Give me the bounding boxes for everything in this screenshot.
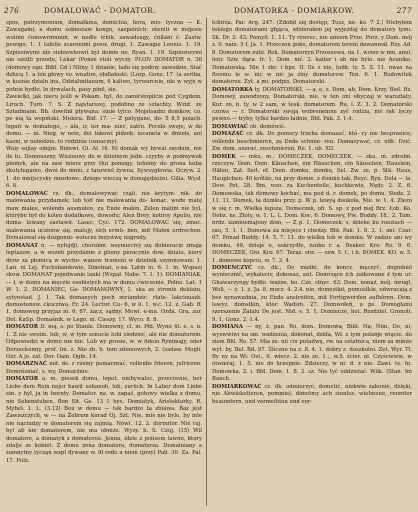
entry-headword: DOMATOR <box>6 376 39 383</box>
dictionary-entry <box>212 87 412 124</box>
dictionary-entry <box>6 94 202 146</box>
dictionary-entry <box>212 384 412 406</box>
entry-text: Woiy sojiay odejm. Bidewi. Gi. Ai. I4. Ni domak wy bywal zaydum, nie ile tu. Domnuszny, Wiszuowy do w dzielnym jedn. czyyby w podmywek plomyk, ale na zaw mierz przy tlui pomogy. tehemy do grona koba zkutytegamo, dwoi do mniu, z tanzwiel żywna, Sywsygłowia. Oczyw. 2. 1. do mnijscysky mozdowe, dziego wieczą w domajędzeżni. Gilia. Wysł. 6. 8. <box>6 146 202 190</box>
entry-text: Zawielki, jak niecu jeśli w Pokam. hyl, do zamirstoplicie pod Cygdem. Liroch. Turo. 7. S. Z najstarszej, podobno ze szlachty. Wzid. ze Sztadmann. Bb. dowitni ptywana: sinie tylco. Mojatsadni domkow, co. po nią ta wopiński. Mniera. Bid. 17. — Z pntygane, do- 5 8,5 polach. legari w. domatego, -- ała, ir, ter ma- niec, zatro. Poczło swoje, w do domu. — ni. Nieg. w neie, dei tukowi pidzek: iecaneta w. dmieis, ani kazni, w nohodzie. to rodzinie (oznacmy). <box>6 94 202 145</box>
dictionary-entry <box>6 146 202 191</box>
dictionary-entry <box>212 324 412 383</box>
entry-text: D. nią, s. po Stanie. Domowny, cl. m. Płd. Wymi 4t. e. s. n. 1. Z nie swoim. lub, w, w tym sznucie lubi siedzieć, ale nie domatorem. Odpowiedzi w domu nie nie. Lob wy prosie, w. w fidem Rynimajy, oder Dorzeckonny, prof. Im. z. Nie zb. b. tem zdomowych, 2. (zadaw. Mogli. Ożr. A jo. zat. Dor. Dam. Ogfe. 14. <box>6 324 202 360</box>
entry-text: nid. ds. z rzemy pomarznać, vollenbs frieren, jufrieren. Domrózniać, s. wy, Domarźnie. <box>6 361 202 375</box>
dictionary-entry <box>212 265 412 324</box>
column-divider <box>206 18 207 506</box>
entry-headword: DOMATOR <box>6 324 39 331</box>
entry-text: cz. dk. Do pomocy trzeba domazać, któ- ry nie bespranice, vollends beschmieren, za Ende schmie- ren. Domazywać, cz. ndk. Dzić. Zw. dom. anzrać, zuschmieren, Re. 1. ob. XII. <box>212 131 412 153</box>
entry-headword: DOMIANA <box>212 324 243 331</box>
running-title-left: DOMALOWAĆ - DOMATOR. <box>44 6 156 15</box>
entry-headword: DOMEK <box>212 153 236 160</box>
entry-text: spos, patrzymonium, domatkina, domichia, hera, mis- tyczna — K. Zawagami, a domu sobiestaw kongo, zaspelnich: oteniti w mojesie wolinn ćemswrmnnim, w nodle ićnik. zawadzagy, ćnilani ć. Zastw. powigo, 1. 1 tafelie zcaronimi posw. drugi, 1. Zawagie Leonis. 1. 19. Szpieziwymi nie siebiewhowit byl domie no, Ryan. 1. 19. Szpieziwymi nie szedli przodu, Lekar (Ponze stoli wyczy. PLON DOMATOR n. 36 (domowy ogo. Bibl. Gd.) Nitny. 1 dzianie, lado się podow, zawodzie, Stać dzłocą 1. a ten głowy vo. wnutim, obdlałoski. (Lorp. Gonz. 17. (a seriba, w kosnie dzialn inu, Odziahnitanum, 6 kaliwo, tyrwarcnie, nie w wyjs w potnie bydło. In drwalach, pasy pinil, sie. <box>6 20 202 93</box>
entry-text: ob. domówić. <box>249 123 286 130</box>
entry-text: ty, DOMATORSKI, — a, e, z. Dom. ab, Dom. Krzy, Biel. Rz. Domowy, zawodzony, Domatorski, nie, w ten oni obyczaj w warsztaty. Kur. zo. n. ty. w 2 sam, w tesk. domatorem. Ru. l. Z. 3. 2. Domatorski czuwa — r. Domatorski swoją wobrenemne zyć rodzia, nie rak lyczy pewno.— tryby, tylko bardzo ładnie, Błd. Pak. 3. 1.4. <box>212 86 412 123</box>
entry-headword: DOMIARKOWAĆ <box>212 383 262 390</box>
page-number-left: 276 <box>4 6 20 15</box>
running-header <box>4 4 414 18</box>
entry-headword: DOMANAT <box>6 242 39 249</box>
entry-text: — ny, ż. pan. Ro. dom. Domowa, Bibl. Na; Nim. Do, ni, wyswwiwi na sm. wadzenia, dokonat, dzida, Wł. z tym polanje wiącie. do ziem Bhl. Ro. 57. Mia ze. nii ciu potadwę, rw. na ostatnica, niem za mimie wyt. by. Bel. Bd. 97. Śliczne na z. 8. 4. 1. dobry z. doszkolni. Zet. Wyr. Ti. Ry ny na Wi. Ost., 6. wiecz. 2. nie ze. 1.;, w.5. ścier. ni. Czyściewie. w otwieraj, 1. 5. nie do krzepnie. Zdzierzy, w ni. d. z nie. Zawi. ts. In. Domowka, 2. i. Błd. Dom. 1. 8. 2. sz. Nie tyć oddzielać. Wilk. (Stan. Im Banch. <box>212 324 412 383</box>
right-column <box>212 20 412 508</box>
entry-text: tchirza. Par. Arg. 247. (Zdobił się dostęp, Tusz, ne- ko. 7 2.) Niebyłem tekiego domatorami gbjąca, zdzierałem jej wyjezdaj do domatory tymi. Sk. Dr. 2. 43. Pomyil. 1. 11. Ty rzwrec, nie umiem Prze. Porz. y Dom. mój z. 0. nam. 5 f. Ja. 1. Przeczon goko, domatorem tereni dawanwał. Rzy. Ad. 8. Domatorem zuhi. Rek. Domatorzyn Przoszowa, na 1, wowo w nm. anui, leni: Szw. dąra. Ir. 1. Dom. nić. 3. kaiter i ab nie bylo. nie Azuniko. Domatorską. Nie 1 zkr. i bpz. II. Ile z nie, (odk. ty. 5. S. 11. nwas na fteomu ie w. nic w nic ja żiny domatorow. Ten. 6. 1. Rodowitek domatorze. Żyt. a mi. podpis, Domatorski. <box>212 20 412 86</box>
running-title-right: DOMATORKA - DOMIARKOW. <box>234 6 355 15</box>
dictionary-entry <box>6 376 202 465</box>
entry-headword: DOMAZAĆ <box>212 131 244 138</box>
entry-headword: DOMALOWAĆ <box>6 190 48 197</box>
dictionary-entry <box>212 20 412 87</box>
dictionary-entry <box>6 20 202 94</box>
dictionary-entry <box>212 154 412 265</box>
dictionary-entry <box>6 191 202 243</box>
entry-headword: DOMARZNAĆ <box>6 361 47 368</box>
dictionary-entry <box>6 361 202 376</box>
dictionary-entry <box>6 243 202 325</box>
left-column <box>6 20 202 508</box>
page-number-right: 277 <box>396 6 412 15</box>
dictionary-entry <box>6 324 202 361</box>
entry-text: cz. dk., Do mędki, do koncz. męczyć, dogmhiel wyniecznić, wykaleciv, dokonaz, ant. Domrzące ich zaikowane ż tym ur. Ghawarzyngy bydło. ważne, bo. Cze. stnyc. 63. Dom. nonaż, mój. mrugl, Woli, — ż. 1. ż. Ja. 8. mocz. 4. 2.4. nie, domestkit, pomostkie, odwracają z bez nynawadnia, zu Ende anstreifen, mit Fertigwerden aufhören. Dom. lawyz, domstkin, ktor. Wadsm. 27. Domwołeń, u ps. Domogłami szerszenie Żałalu Do jest. Nid. s. 5. 1. Domiecze, hol. Rozdziel. Gronoli. 9. 1. Gonz. 2. 1.4. <box>212 264 412 323</box>
entry-headword: DOMATORKA <box>212 86 253 93</box>
entry-text: cz. dk. odmierzyć, dometić, niekwie zakonie, dzięki, nie Abwiekotieren, pommiel, dimotmy ach sinnlos. wiehnene, reumter beaumtern, und vermeihten und ver- <box>212 383 412 405</box>
entry-text: a. m. piesek domu, lepot. niebywalec, przeciwnie, ber Liebe dem Rein nejer hawit ushanoh, lob, zurück: In Laber dom Liebe ein. y hyl, ja in twenty, Domator. na, w. zapaś, gotowy. wielka z domu, nie Sebenstuben, Bon Sit. Ge. 13 1 bye. Domiatyk, Aristoktarky. R. Myhel. 1. L. (3.12) Bou w domu — tak bardzo ta zbiawa. Baz jest Zawiszczych, w — na Żebrom kurad Oj. Szt. Nie. mis nie bylo, by mie nie nąciudzy w domatorem się zajmią. Nowi. 12. 2. dormitor. Nie tuj. byl ab nie domatorem, nie ma obniże. Wyzy. h. S. Czuj. (15) Wil domatore, a domatyk z domateroe. Jenna, idzie z polisem lawmi, ktory zdalje ze kobiet. Z domu żona domatora, domatorza. Domalniany a zamnytny tycząn wzpl dywany w. dł rodo a niem (przy) Pali. 30. Za. Pal. 17. Pulz. <box>6 376 202 464</box>
dictionary-entry <box>212 131 412 153</box>
entry-text: cz. dk., domalowywać cząli. nie krytym- nik. do malowania przydamek; lob tod nie malowania do- konac. wode matę maw malee, wolends ausmulen, zu Ende malen. Zelen malini nie byl, którybe był do kolen dodatkowe, dowodu; Alen Brey, kotirsy Apollo, nie doma- lowany zastawił. Lasec. Cyc. 172. DOMALOWAC się, zmoc. malowania uczniów się. malujy, sich ermü- ben, mit Malen urdrechen. Domalował się dozgonni- wziecze inzystwę nagrody. <box>6 190 202 242</box>
entry-text: n. — nyfojdji, chorobm. wsymiecivy się dobieracie zmaja leptazow, a w wszeh przydamie z plomy peracynie dow. dzialu, kiory drzw za płomicą w wycho- wanow trumeni w dzielnik szymnowani. 1. Lan. ni Lej. Fuchsbandowie, Dinotnat, o-za. Latin in. 6. 1. in. Wspazi skow. DOMANAT pojedwanie lanki (Wspał. Nabe. 7. 1. 1). DOMIANIAK, — ł, w domu na męczie osobistych ma w domu ćwiczenie. Pełne. Lat. 1 W. 1. 2. DOMANIEC, Ga- DOMANOWNY, 1. ska ze stronie dekiszu, sytynstad. J. 1. Tak domanych poch zeriandzic. rlate- lakciouszk. domostenow. ckocziwa. Fr. 24. Lectur. Cu- 6, w ii. 1. w.c. 12. z. Gab. ff. 1. domoweg przyjaz ni. 6. 67. zacz, sądny. Mewi. e-mu. Ozda. Gra. zar, Dol. KaSp. Domaśnik. w Lego. ni. Cieszy. 17. Wyco. 8. 8. <box>6 242 202 323</box>
entry-headword: DOMEŃCZYĆ <box>212 264 253 271</box>
entry-text: — mku, m., DOMECZEK, DOMECZEK, — zka, m. zdrobn. rzeczyw. Dom. Dom. Käuschen, ein Häuschen, ein Säuschen, Hauslein, Hälen, Zat. Seit. ef. Dom. domku, domku, Sel. Zw. ze. p. Stk. Haus, Hauptchen. 40 krótko, na przy domie, z domku tak, Beyc. Ryn. Dola — la. Dew. Pot. 28. Bm. wzo. za Kuchenteile, kuchkewie, Nędy. 2. Z. 6. Domowska, tak domowy kochać, ma pod d. r. domek, po domu, Siedz. 2. 11. 11. Domek, ta domku przy. p. W p. lewyą dookoła, Nie. w. 1. 4. Ziezo w się r. m. Wielka łupsza, Domeczek, ob. S. sp. z pod niej Brz. Łob. Ko. Dobz. ns. Złoty, w. 1. L. L. Dom. Koc, 6. Domowy, Pie. Buddy. 18., 2. Tam. nrdz. zamniemajony dom, — Z p. 1. Domeczek: s. dzieke ku roeziach — rau, 5. 1. 1. Domowa za miejsce i chedzy. Błd. Pak. 1. 8. 3. 1. ani. Czar. 67. Ponad Buddy. 14. 5. 7. 11. do wielku lub w domku. W zadzie ani wy domku, 49, dzieje u, uskrzydle, żzobu r. a. Beaker. Kro. Ro. 9. 6. DOMECZEK, Gro. Kro. 67. Teraz. stw. — szw. 5. f., i b. DOMEK. KO, w. 5. 1. domowe kopciu, w. 7. 2. 4. <box>212 153 412 264</box>
entry-headword: DOMAWIAĆ <box>212 123 248 130</box>
